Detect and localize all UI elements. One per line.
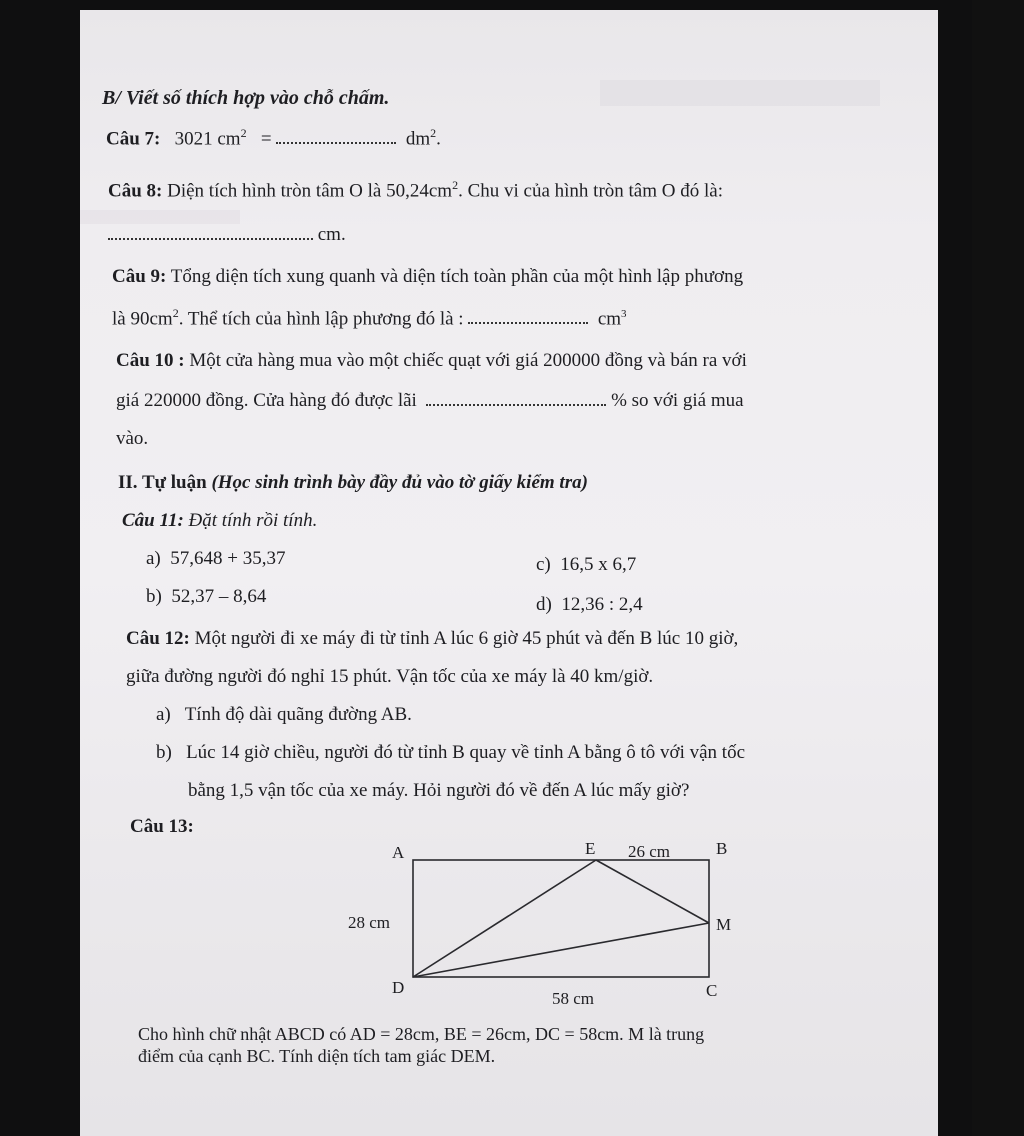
segment-em bbox=[596, 860, 709, 923]
question-11 bbox=[122, 510, 317, 533]
bleed-through-shadow bbox=[80, 210, 240, 224]
item-letter: c) bbox=[536, 554, 551, 575]
item-text: Lúc 14 giờ chiều, người đó từ tỉnh B quay về tỉnh A bằng ô tô với vận tốc bbox=[186, 742, 746, 763]
section-ii-note: (Học sinh trình bày đầy đủ vào tờ giấy kiểm tra) bbox=[211, 472, 588, 493]
question-12-label: Câu 12: bbox=[126, 628, 190, 649]
period: . bbox=[436, 128, 441, 150]
question-9-text: là 90cm bbox=[112, 308, 173, 330]
question-12-part-a bbox=[156, 704, 412, 727]
vertex-e-label: E bbox=[585, 839, 596, 858]
item-letter: b) bbox=[156, 742, 172, 763]
equals-sign: = bbox=[260, 128, 272, 150]
vertex-d-label: D bbox=[392, 978, 405, 997]
item-letter: a) bbox=[156, 704, 171, 725]
question-10-text: giá 220000 đồng. Cửa hàng đó được lãi bbox=[116, 390, 417, 411]
length-dc-label: 58 cm bbox=[552, 989, 595, 1008]
section-b-title: B/ Viết số thích hợp vào chỗ chấm. bbox=[102, 87, 390, 109]
answer-blank[interactable] bbox=[426, 404, 606, 406]
question-7-label: Câu 7: bbox=[106, 128, 161, 150]
exponent: 2 bbox=[240, 126, 247, 140]
segment-de bbox=[413, 860, 596, 977]
question-9-line-2 bbox=[112, 306, 627, 331]
exam-paper bbox=[80, 10, 938, 1136]
question-12-line-2: giữa đường người đó nghỉ 15 phút. Vận tốc của xe máy là 40 km/giờ. bbox=[126, 666, 654, 687]
item-letter: a) bbox=[146, 548, 161, 569]
item-letter: b) bbox=[146, 586, 162, 607]
item-expression: 12,36 : 2,4 bbox=[561, 594, 643, 615]
item-expression: 52,37 – 8,64 bbox=[171, 586, 267, 607]
segment-dm bbox=[413, 923, 709, 977]
question-8-line-1 bbox=[108, 178, 723, 203]
question-11-label: Câu 11: bbox=[122, 510, 184, 531]
question-10-text: Một cửa hàng mua vào một chiếc quạt với giá 200000 đồng và bán ra với bbox=[189, 350, 747, 371]
section-ii-title bbox=[118, 472, 588, 495]
question-13-text-line-1: Cho hình chữ nhật ABCD có AD = 28cm, BE = 26cm, DC = 58cm. M là trung bbox=[138, 1024, 705, 1044]
question-7-value: 3021 cm bbox=[174, 128, 241, 150]
question-11-instruction: Đặt tính rồi tính. bbox=[188, 510, 318, 531]
question-7-unit: dm bbox=[405, 128, 431, 150]
question-12-part-b-line-2: bằng 1,5 vận tốc của xe máy. Hỏi người đó về đến A lúc mấy giờ? bbox=[188, 780, 690, 801]
vertex-m-label: M bbox=[716, 915, 732, 934]
answer-blank[interactable] bbox=[468, 322, 588, 324]
question-10-line-2 bbox=[116, 390, 744, 413]
question-9-text-cont: . Thể tích của hình lập phương đó là : bbox=[178, 308, 464, 330]
question-13-label: Câu 13: bbox=[130, 816, 194, 837]
question-10-line-3: vào. bbox=[116, 428, 149, 449]
item-letter: d) bbox=[536, 594, 552, 615]
question-10-label: Câu 10 : bbox=[116, 350, 185, 371]
question-7 bbox=[106, 126, 441, 151]
question-10-text-cont: % so với giá mua bbox=[611, 390, 744, 411]
section-ii-heading: II. Tự luận bbox=[118, 472, 207, 493]
question-9-label: Câu 9: bbox=[112, 266, 167, 287]
exponent: 2 bbox=[172, 306, 179, 320]
question-13-text-line-2: điểm của cạnh BC. Tính diện tích tam giác DEM. bbox=[138, 1046, 496, 1066]
question-12-text: Một người đi xe máy đi từ tỉnh A lúc 6 giờ 45 phút và đến B lúc 10 giờ, bbox=[194, 628, 739, 649]
question-9-text: Tổng diện tích xung quanh và diện tích toàn phần của một hình lập phương bbox=[170, 266, 744, 287]
rectangle-diagram bbox=[348, 838, 748, 1013]
question-10-line-1 bbox=[116, 350, 747, 373]
question-8-line-2 bbox=[108, 224, 346, 247]
dark-margin bbox=[972, 0, 1024, 1136]
list-item bbox=[536, 594, 643, 617]
length-be-label: 26 cm bbox=[628, 842, 671, 861]
question-9-line-1 bbox=[112, 266, 743, 289]
rectangle-abcd bbox=[413, 860, 709, 977]
item-expression: 57,648 + 35,37 bbox=[170, 548, 286, 569]
question-9-unit: cm bbox=[597, 308, 622, 330]
question-8-label: Câu 8: bbox=[108, 180, 163, 202]
exponent: 2 bbox=[430, 126, 437, 140]
answer-blank[interactable] bbox=[276, 142, 396, 144]
item-text: Tính độ dài quãng đường AB. bbox=[184, 704, 412, 725]
question-12-line-1 bbox=[126, 628, 738, 651]
exponent: 2 bbox=[452, 178, 459, 192]
list-item bbox=[146, 586, 266, 609]
exponent: 3 bbox=[621, 308, 627, 320]
list-item bbox=[146, 548, 285, 571]
question-8-text: Diện tích hình tròn tâm O là 50,24cm bbox=[167, 180, 453, 202]
bleed-through-shadow bbox=[600, 80, 880, 106]
question-8-unit: cm. bbox=[317, 224, 346, 245]
vertex-c-label: C bbox=[706, 981, 718, 1000]
question-12-part-b bbox=[156, 742, 745, 765]
question-8-text-cont: . Chu vi của hình tròn tâm O đó là: bbox=[458, 180, 723, 202]
vertex-a-label: A bbox=[392, 843, 405, 862]
vertex-b-label: B bbox=[716, 839, 728, 858]
length-ad-label: 28 cm bbox=[348, 913, 391, 932]
answer-blank[interactable] bbox=[108, 238, 313, 240]
list-item bbox=[536, 554, 636, 577]
item-expression: 16,5 x 6,7 bbox=[560, 554, 637, 575]
